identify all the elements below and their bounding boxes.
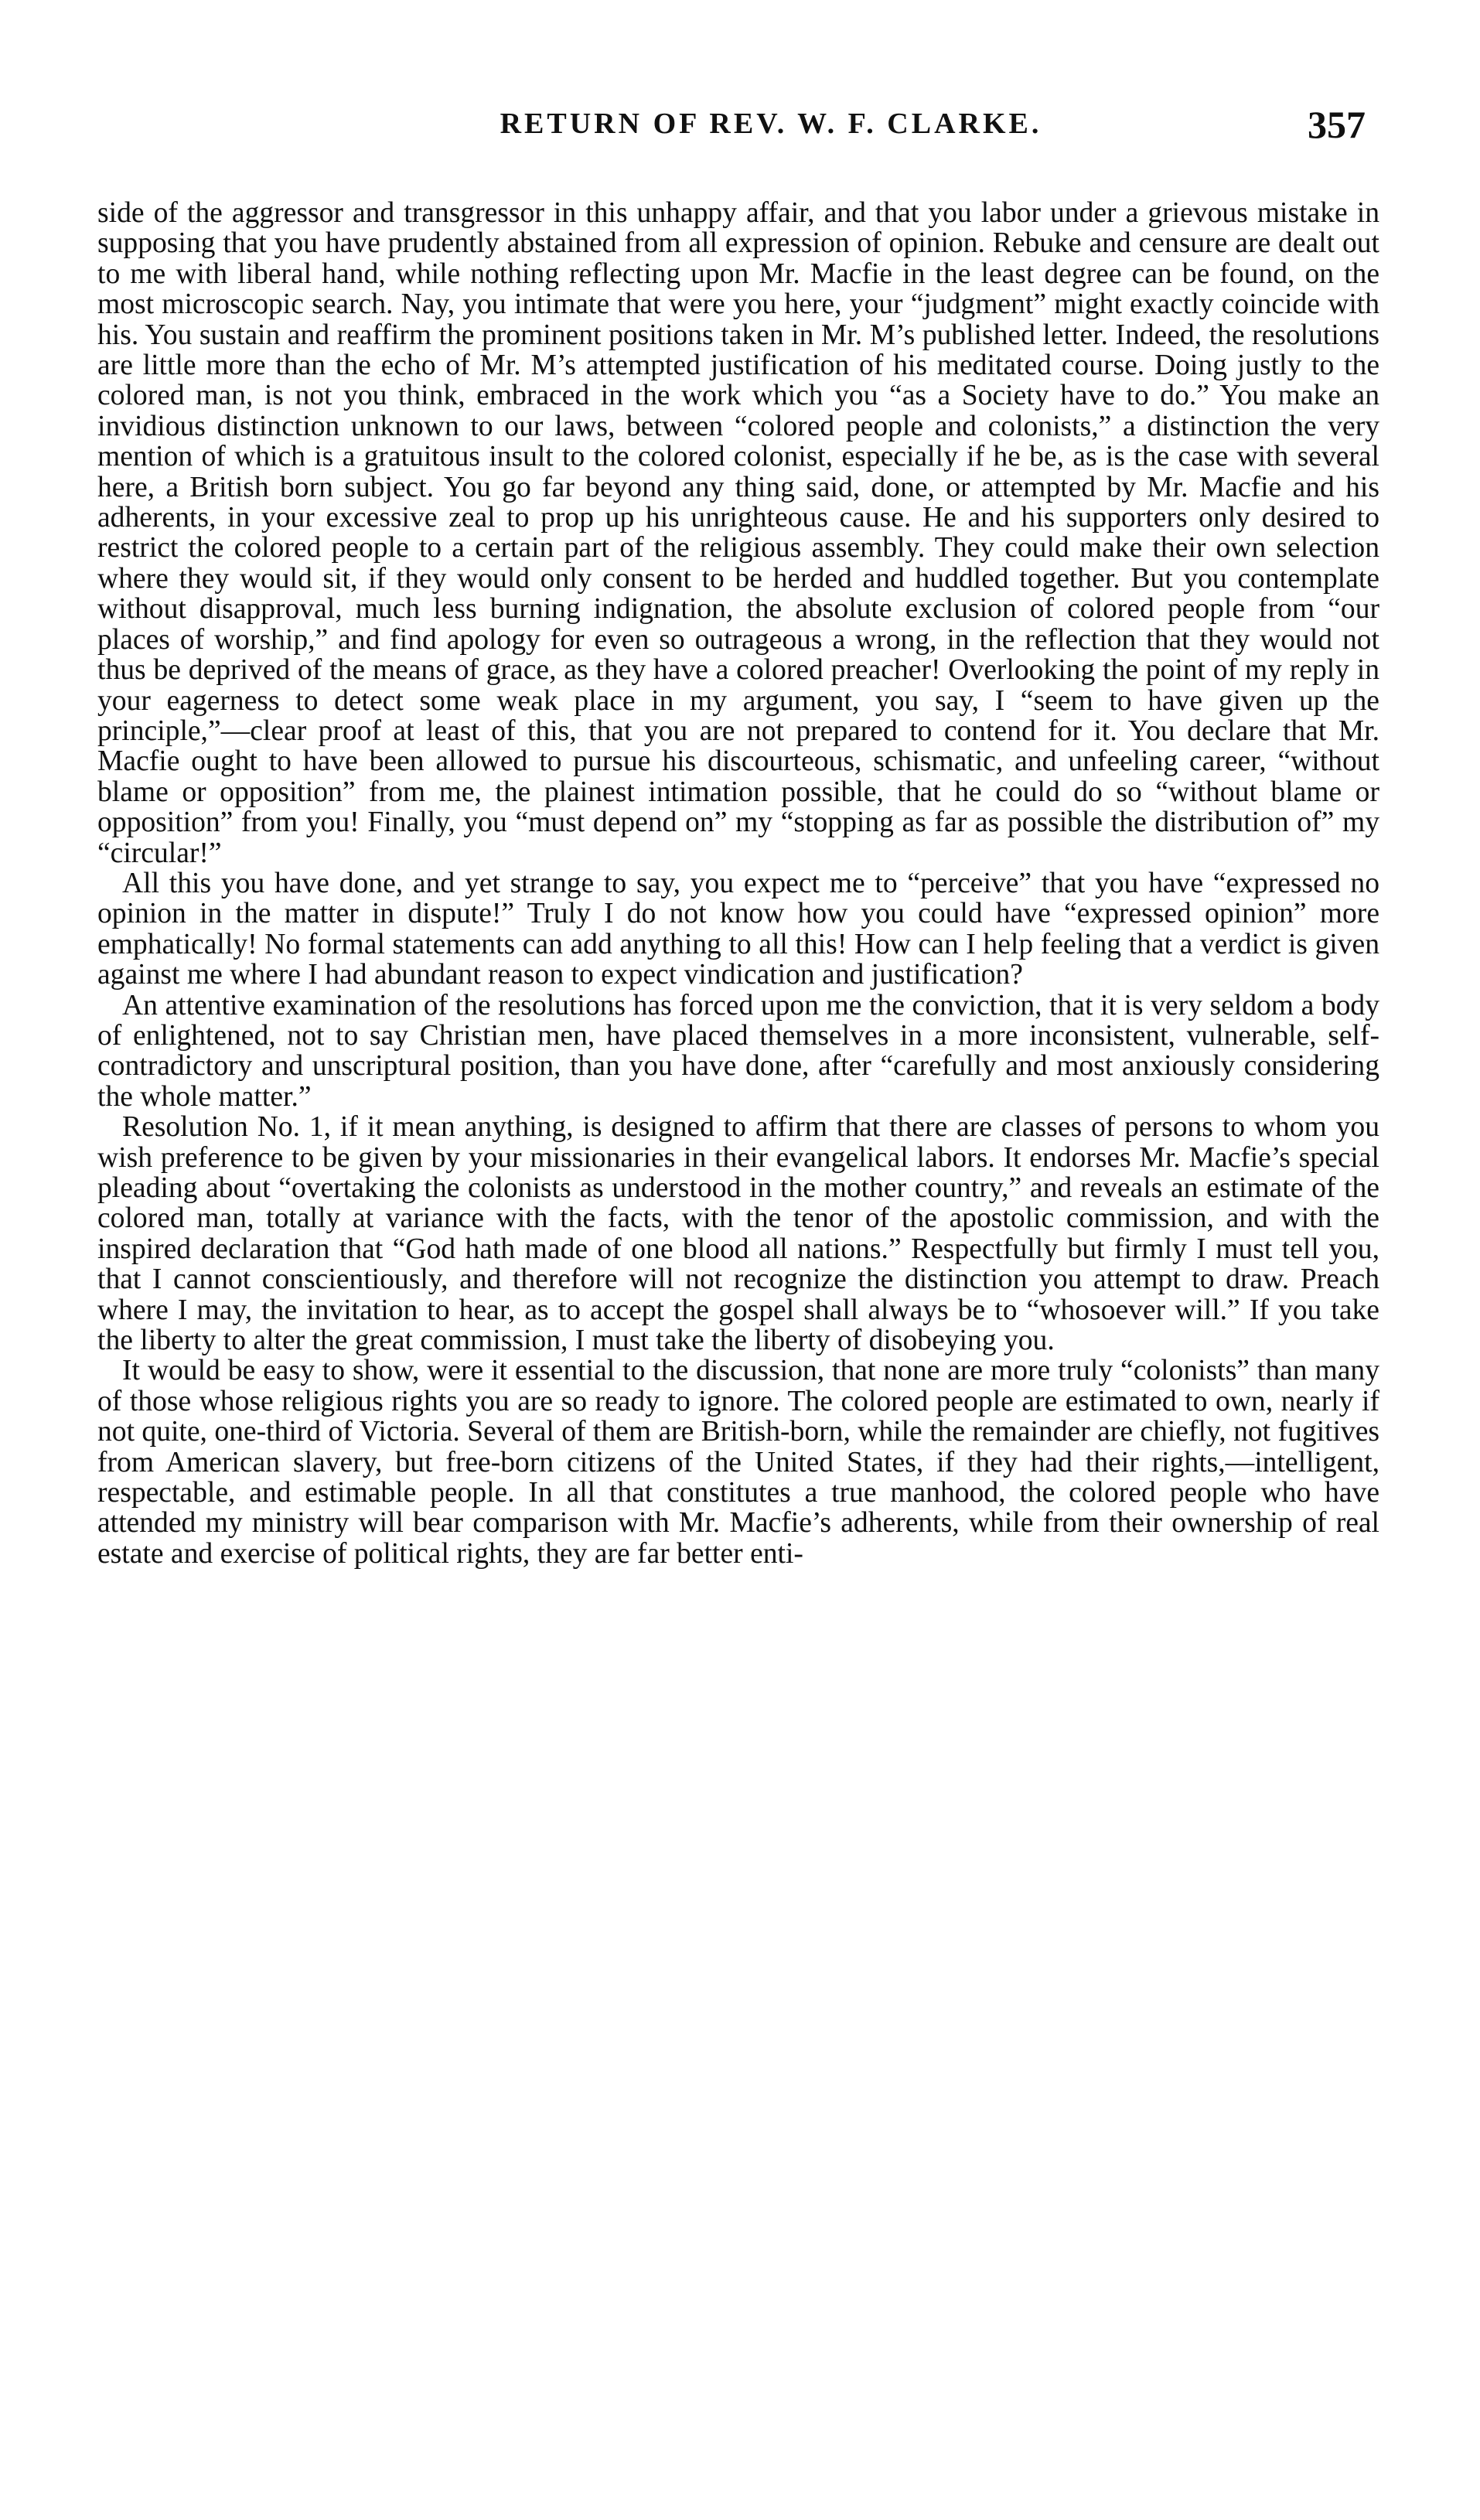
- paragraph: [97, 991, 1379, 1113]
- running-head: [176, 103, 1366, 169]
- page-number: 357: [1308, 103, 1366, 146]
- paragraph-text: Resolution No. 1, if it mean anything, is designed to affirm that there are classes of persons to whom you wish preference to be given by your missionaries in their evangelical labors. It endorses Mr. Macfie’s special pleading about “overtaking the colonists as understood in the mother country,” and reveals an estimate of the colored man, totally at variance with the facts, with the tenor of the apostolic commission, and with the inspired declaration that “God hath made of one blood all nations.” Respectfully but firmly I must tell you, that I cannot conscientiously, and therefore will not recognize the distinction you attempt to draw. Preach where I may, the invitation to hear, as to accept the gospel shall always be to “whosoever will.” If you take the liberty to alter the great commission, I must take the liberty of disobeying you.: [97, 1111, 1379, 1357]
- paragraph-text: It would be easy to show, were it essential to the discussion, that none are more truly “colonists” than many of those whose religious rights you are so ready to ignore. The colored people are estimated to own, nearly if not quite, one-third of Victoria. Several of them are British-born, while the remainder are chiefly, not fugitives from American slavery, but free-born citizens of the United States, if they had their rights,—intelligent, respectable, and estimable people. In all that constitutes a true manhood, the colored people who have attended my ministry will bear comparison with Mr. Macfie’s adherents, while from their ownership of real estate and exercise of political rights, they are far better enti-: [97, 1355, 1379, 1570]
- paragraph: [97, 1112, 1379, 1355]
- paragraph-text: side of the aggressor and transgressor in this unhappy affair, and that you labor under a grievous mistake in supposing that you have prudently abstained from all expression of opinion. Rebuke and censure are dealt out to me with liberal hand, while nothing reflecting upon Mr. Macfie in the least degree can be found, on the most microscopic search. Nay, you intimate that were you here, your “judgment” might exactly coincide with his. You sustain and reaffirm the prominent positions taken in Mr. M’s published letter. Indeed, the resolutions are little more than the echo of Mr. M’s attempted justification of his meditated course. Doing justly to the colored man, is not you think, embraced in the work which you “as a Society have to do.” You make an invidious distinction unknown to our laws, between “colored people and colonists,” a distinction the very mention of which is a gratuitous insult to the colored colonist, especially if he be, as is the case with several here, a British born subject. You go far beyond any thing said, done, or attempted by Mr. Macfie and his adherents, in your excessive zeal to prop up his unrighteous cause. He and his supporters only desired to restrict the colored people to a certain part of the religious assembly. They could make their own selection where they would sit, if they would only consent to be herded and huddled together. But you contemplate without disapproval, much less burning indignation, the absolute exclusion of colored people from “our places of worship,” and find apology for even so outrageous a wrong, in the reflection that they would not thus be deprived of the means of grace, as they have a colored preacher! Overlooking the point of my reply in your eagerness to detect some weak place in my argument, you say, I “seem to have given up the principle,”—clear proof at least of this, that you are not prepared to contend for it. You declare that Mr. Macfie ought to have been allowed to pursue his discourteous, schismatic, and unfeeling career, “without blame or opposition” from me, the plainest intimation possible, that he could do so “without blame or opposition” from you! Finally, you “must depend on” my “stopping as far as possible the distribution of” my “circular!”: [97, 197, 1379, 869]
- paragraph: [97, 868, 1379, 991]
- paragraph-continued: [97, 198, 1379, 868]
- running-title: RETURN OF REV. W. F. CLARKE.: [500, 107, 1042, 140]
- paragraph-text: An attentive examination of the resolutions has forced upon me the conviction, that it is very seldom a body of enlightened, not to say Christian men, have placed themselves in a more inconsistent, vulnerable, self-contradictory and unscriptural position, than you have done, after “carefully and most anxiously considering the whole matter.”: [97, 989, 1379, 1113]
- paragraph: [97, 1355, 1379, 1569]
- body-text: [97, 198, 1379, 1569]
- paragraph-text: All this you have done, and yet strange to say, you expect me to “perceive” that you have “expressed no opinion in the matter in dispute!” Truly I do not know how you could have “expressed opinion” more emphatically! No formal statements can add anything to all this! How can I help feeling that a verdict is given against me where I had abundant reason to expect vindication and justification?: [97, 867, 1379, 991]
